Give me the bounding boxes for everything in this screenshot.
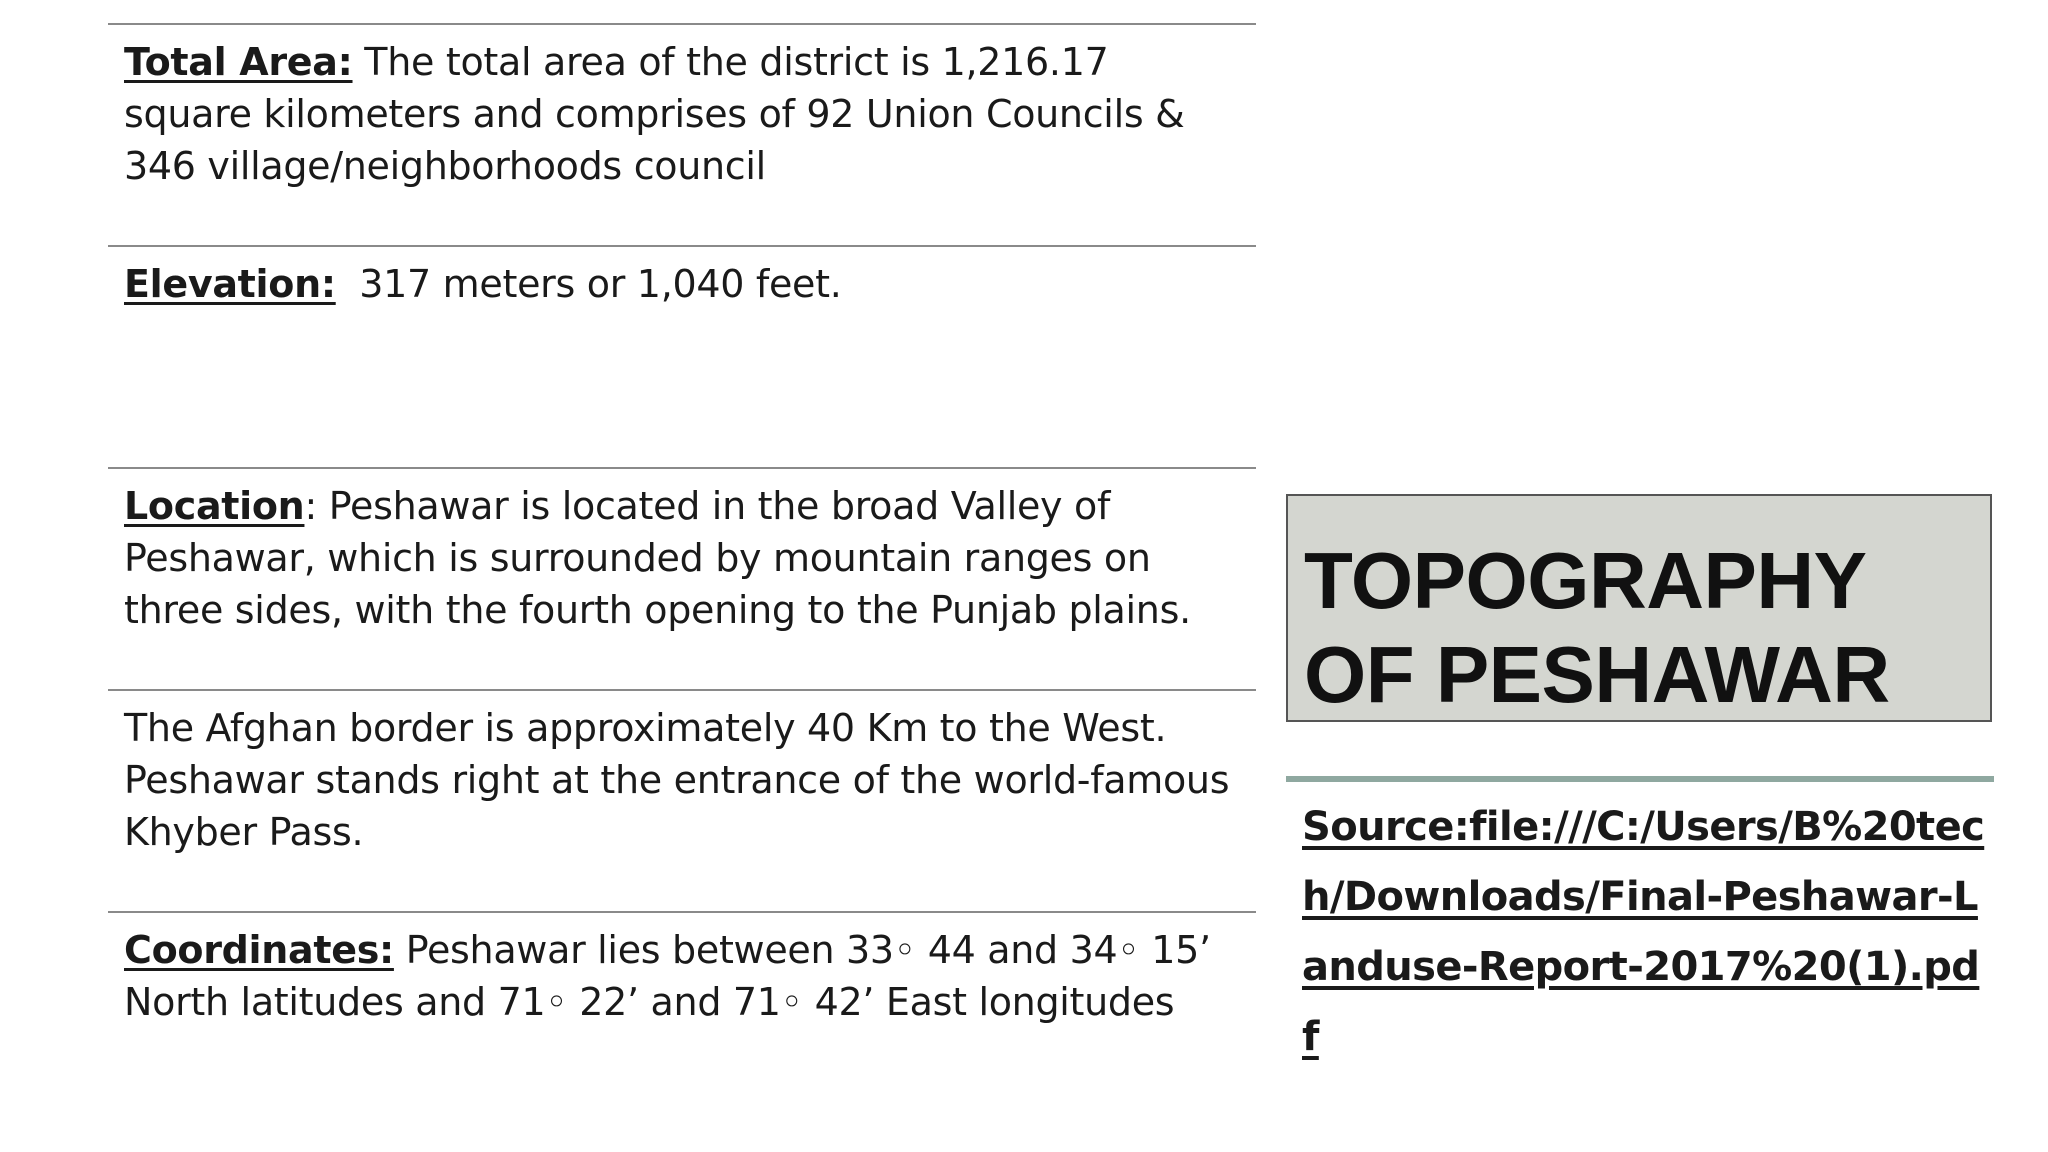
divider-location (108, 467, 1256, 469)
elevation-label: Elevation: (124, 262, 336, 306)
total-area-label: Total Area: (124, 40, 353, 84)
coordinates-text: Peshawar lies between 33◦ 44 and 34◦ 15’ North latitudes and 71◦ 22’ and 71◦ 42’ East longitudes (124, 928, 1211, 1024)
elevation-text: 317 meters or 1,040 feet. (335, 262, 842, 306)
border-block (124, 702, 1244, 858)
title-line-2: OF PESHAWAR (1304, 630, 1890, 719)
accent-bar (1286, 776, 1994, 782)
source-link[interactable]: Source:file:///C:/Users/B%20tech/Downloads/Final-Peshawar-Landuse-Report-2017%20(1).pdf (1302, 804, 1985, 1060)
divider-top (108, 23, 1256, 25)
location-block (124, 480, 1244, 636)
divider-elevation (108, 245, 1256, 247)
border-text: The Afghan border is approximately 40 Km to the West. Peshawar stands right at the entrance of the world-famous Khyber Pass. (124, 706, 1230, 854)
title-line-1: TOPOGRAPHY (1304, 536, 1867, 625)
title-box (1286, 494, 1992, 722)
divider-border (108, 689, 1256, 691)
location-label: Location (124, 484, 305, 528)
elevation-block (124, 258, 1244, 310)
coordinates-block (124, 924, 1244, 1028)
total-area-block (124, 36, 1244, 192)
location-text: : Peshawar is located in the broad Valley of Peshawar, which is surrounded by mountain ranges on three sides, with the fourth opening to the Punjab plains. (124, 484, 1191, 632)
divider-coordinates (108, 911, 1256, 913)
total-area-text: The total area of the district is 1,216.17 square kilometers and comprises of 92 Union Councils & 346 village/neighborhoods council (124, 40, 1185, 188)
coordinates-label: Coordinates: (124, 928, 394, 972)
